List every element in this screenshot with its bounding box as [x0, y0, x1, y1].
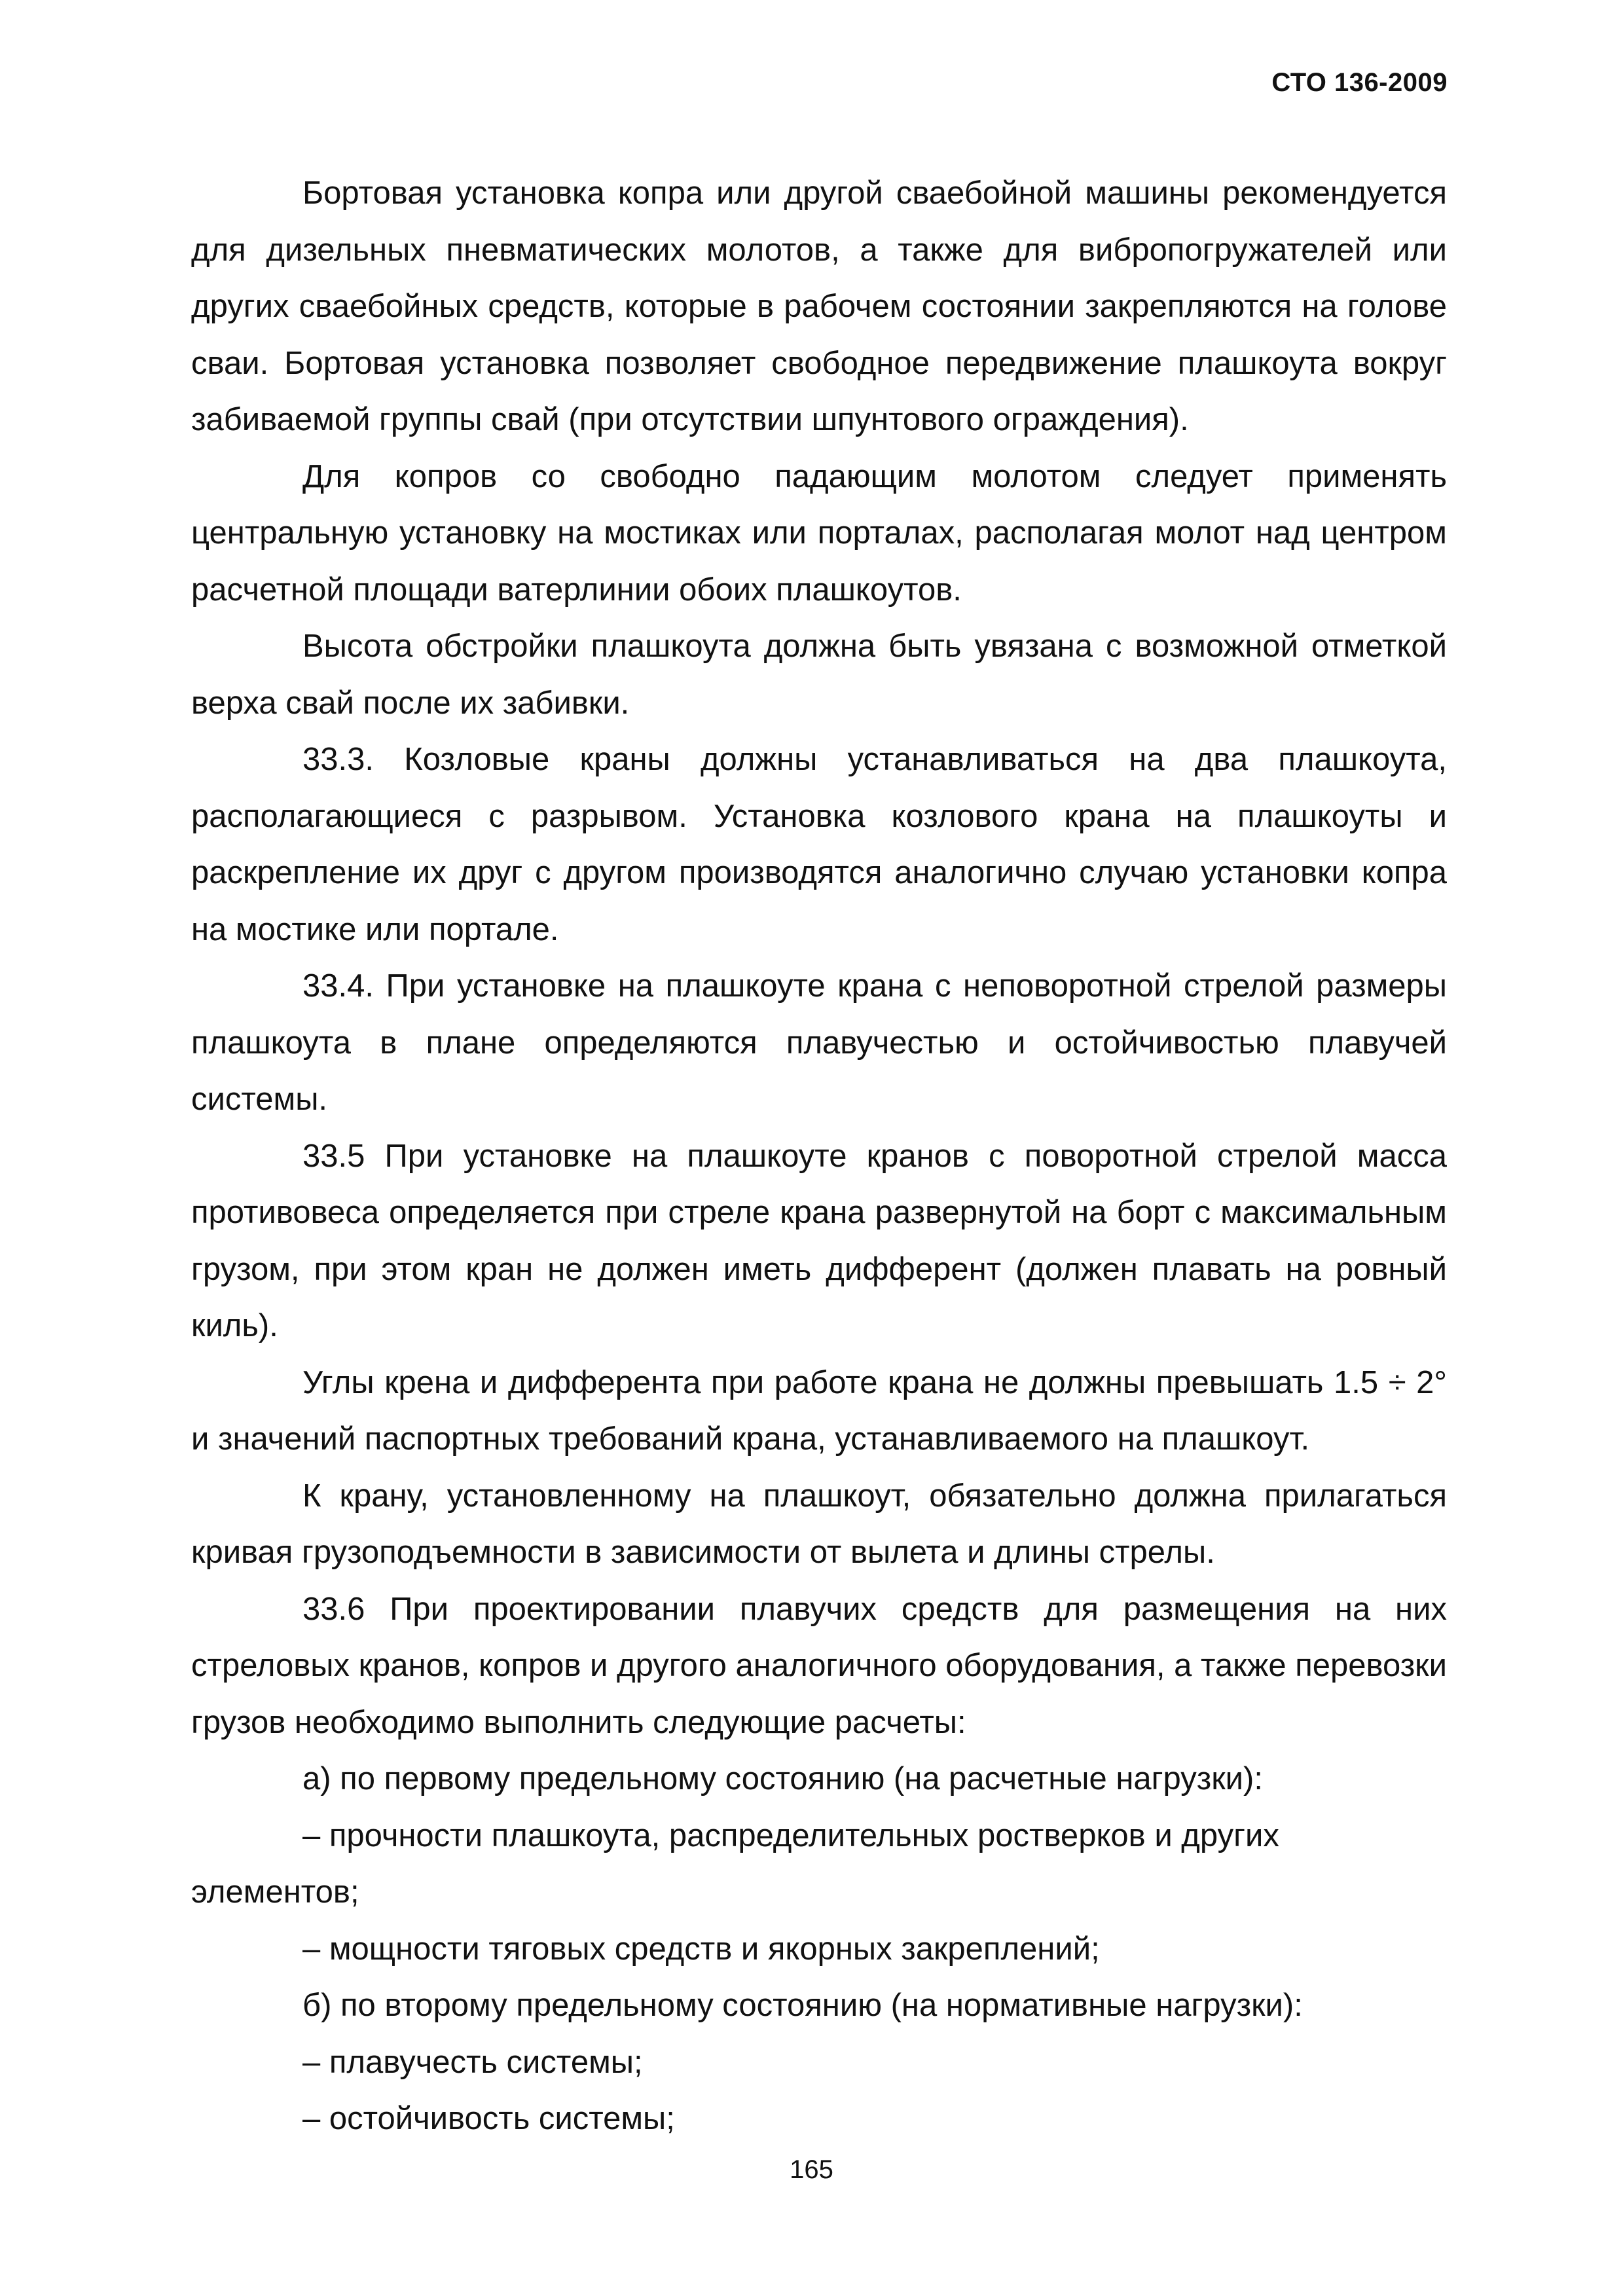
- list-item-traction-power: – мощности тяговых средств и якорных закреплений;: [302, 1931, 1100, 1967]
- list-item-second-limit-state: б) по второму предельному состоянию (на нормативные нагрузки):: [302, 1988, 1303, 2023]
- list-item-strength: – прочности плашкоута, распределительных ростверков и других элементов;: [191, 1817, 1279, 1910]
- paragraph-33-6: 33.6 При проектировании плавучих средств для размещения на них стреловых кранов, копров и другого аналогичного оборудования, а также перевозки грузов необходимо выполнить следующие расчеты:: [191, 1591, 1447, 1740]
- document-code: СТО 136-2009: [1271, 68, 1448, 97]
- list-item-buoyancy: – плавучесть системы;: [302, 2044, 643, 2080]
- paragraph-superstructure-height: Высота обстройки плашкоута должна быть увязана с возможной отметкой верха свай после их забивки.: [191, 629, 1447, 721]
- paragraph-33-3: 33.3. Козловые краны должны устанавливаться на два плашкоута, располагающиеся с разрывом. Установка козлового крана на плашкоуты и раскрепление их друг с другом производятся аналогично случаю установки копра на мостике или портале.: [191, 742, 1447, 947]
- paragraph-33-5: 33.5 При установке на плашкоуте кранов с поворотной стрелой масса противовеса определяется при стреле крана развернутой на борт с максимальным грузом, при этом кран не должен иметь дифферент (должен плавать на ровный киль).: [191, 1138, 1447, 1343]
- page-number: 165: [790, 2155, 833, 2184]
- list-item-stability: – остойчивость системы;: [302, 2101, 675, 2136]
- paragraph-heel-trim-angles: Углы крена и дифферента при работе крана не должны превышать 1.5 ÷ 2° и значений паспортных требований крана, устанавливаемого на плашкоут.: [191, 1364, 1447, 1457]
- paragraph-load-curve: К крану, установленному на плашкоут, обязательно должна прилагаться кривая грузоподъемности в зависимости от вылета и длины стрелы.: [191, 1478, 1447, 1570]
- paragraph-side-mounting: Бортовая установка копра или другой сваебойной машины рекомендуется для дизельных пневматических молотов, а также для вибропогружателей или других сваебойных средств, которые в рабочем состоянии закрепляются на голове сваи. Бортовая установка позволяет свободное передвижение плашкоута вокруг забиваемой группы свай (при отсутствии шпунтового ограждения).: [191, 175, 1447, 437]
- list-item-first-limit-state: а) по первому предельному состоянию (на расчетные нагрузки):: [302, 1761, 1263, 1796]
- document-body: [191, 165, 1447, 2147]
- paragraph-33-4: 33.4. При установке на плашкоуте крана с неповоротной стрелой размеры плашкоута в плане определяются плавучестью и остойчивостью плавучей системы.: [191, 968, 1447, 1117]
- paragraph-free-fall-hammer: Для копров со свободно падающим молотом следует применять центральную установку на мостиках или порталах, располагая молот над центром расчетной площади ватерлинии обоих плашкоутов.: [191, 458, 1447, 608]
